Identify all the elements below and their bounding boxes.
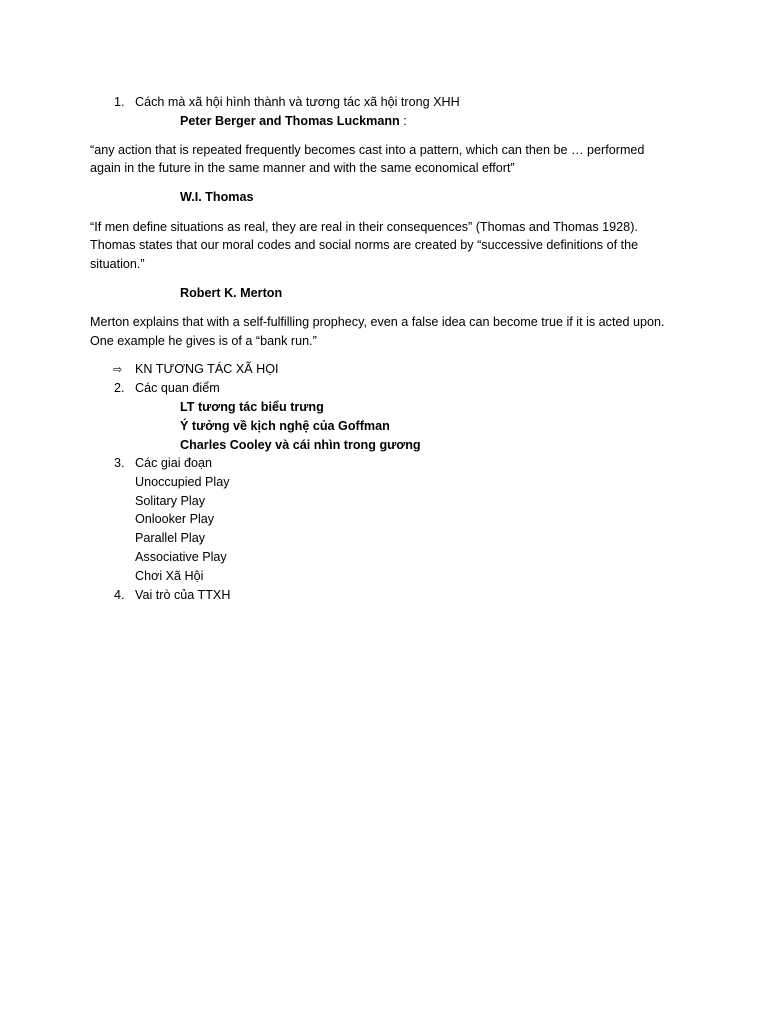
right-arrow-icon: ⇨ xyxy=(113,363,123,376)
merton-para-line-1: Merton explains that with a self-fulfilling prophecy, even a false idea can become true if it is acted upon. xyxy=(90,315,665,329)
thomas-para-line-1: “If men define situations as real, they are real in their consequences” (Thomas and Thomas 1928). xyxy=(90,220,638,234)
item-3-subitem: Associative Play xyxy=(135,550,227,564)
list-item-4-text: Vai trò của TTXH xyxy=(135,588,231,602)
list-item-3-text: Các giai đoạn xyxy=(135,456,213,470)
thomas-heading: W.I. Thomas xyxy=(180,190,254,204)
item-3-subitem: Solitary Play xyxy=(135,494,205,508)
berger-heading-suffix: : xyxy=(399,114,407,128)
berger-quote-line-2: again in the future in the same manner and with the same economical effort” xyxy=(90,161,515,175)
item-2-subitem: Ý tưởng về kịch nghệ của Goffman xyxy=(180,419,390,433)
berger-quote-line-1: “any action that is repeated frequently becomes cast into a pattern, which can then be … performed xyxy=(90,143,645,157)
merton-heading: Robert K. Merton xyxy=(180,286,283,300)
item-2-subitem: Charles Cooley và cái nhìn trong gương xyxy=(180,438,421,452)
item-3-subitem: Onlooker Play xyxy=(135,512,215,526)
merton-para-line-2: One example he gives is of a “bank run.” xyxy=(90,334,317,348)
berger-heading: Peter Berger and Thomas Luckmann xyxy=(180,114,400,128)
item-3-subitem: Chơi Xã Hội xyxy=(135,569,204,583)
item-2-subitem: LT tương tác biểu trưng xyxy=(180,400,324,414)
thomas-para-line-3: situation.” xyxy=(90,257,145,271)
item-3-subitem: Unoccupied Play xyxy=(135,475,230,489)
thomas-para-line-2: Thomas states that our moral codes and social norms are created by “successive definitions of the xyxy=(90,238,639,252)
list-number-3: 3. xyxy=(114,456,125,470)
list-item-1-text: Cách mà xã hội hình thành và tương tác xã hội trong XHH xyxy=(135,95,460,109)
list-number-4: 4. xyxy=(114,588,125,602)
item-3-subitem: Parallel Play xyxy=(135,531,205,545)
berger-heading-line xyxy=(180,112,407,130)
list-number-1: 1. xyxy=(114,95,125,109)
list-number-2: 2. xyxy=(114,381,125,395)
list-item-2-text: Các quan điểm xyxy=(135,381,220,395)
arrow-item-text: KN TƯƠNG TÁC XÃ HỌI xyxy=(135,362,279,376)
